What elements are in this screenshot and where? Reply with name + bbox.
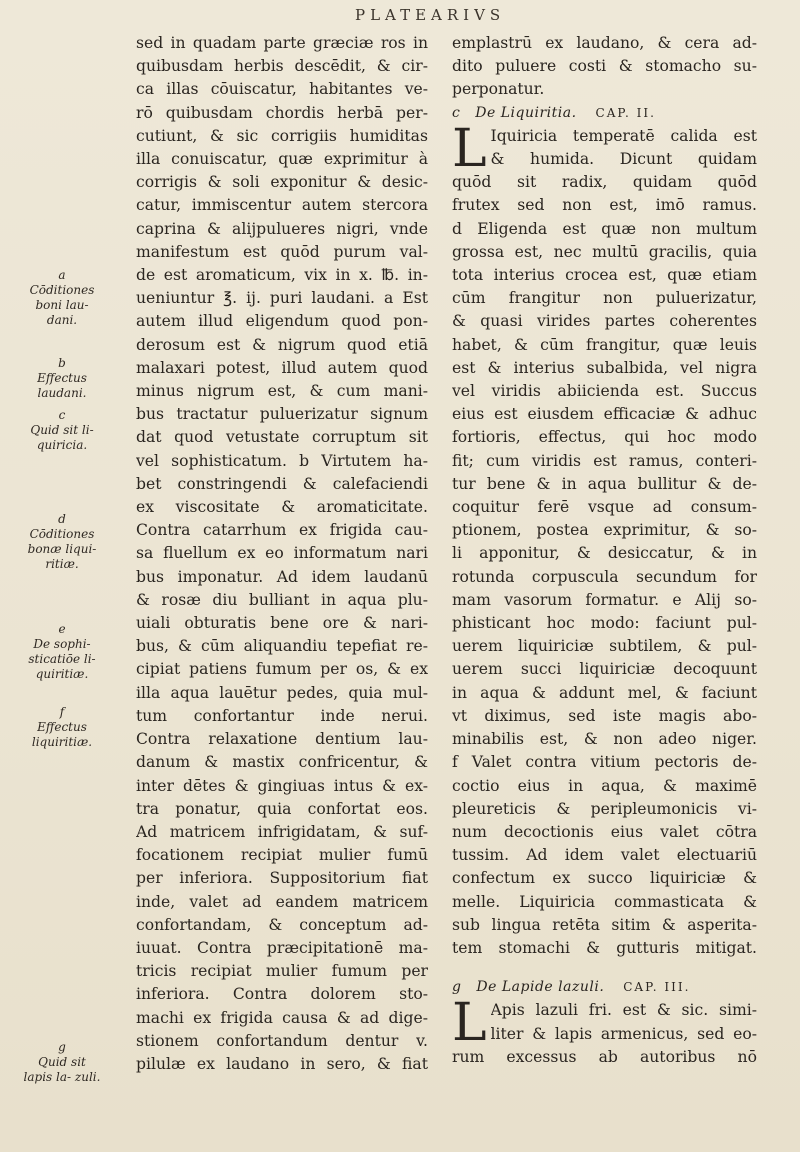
text-line: tum confortantur inde nerui.	[136, 706, 428, 725]
text-line: f Valet contra vitium pectoris de-	[452, 753, 757, 772]
margin-note-letter: f	[59, 705, 65, 719]
text-line: dito puluere costi & stomacho su-	[452, 57, 757, 76]
margin-note-title: Quid sit li- quiricia.	[30, 423, 94, 452]
text-line: tem stomachi & gutturis mitigat.	[452, 938, 757, 957]
text-line: vel viridis abiicienda est. Succus	[452, 382, 757, 401]
text-line: sa fluellum ex eo informatum nari	[136, 544, 428, 563]
margin-note-letter: e	[58, 622, 66, 636]
text-line: vt diximus, sed iste magis abo-	[452, 706, 757, 725]
text-line: tota interius crocea est, quæ etiam	[452, 266, 757, 285]
text-line: dat quod vetustate corruptum sit	[136, 428, 428, 447]
text-line: Contra relaxatione dentium lau-	[136, 730, 428, 749]
text-line: ptionem, postea exprimitur, & so-	[452, 521, 757, 540]
chapter-heading-lapis	[452, 976, 757, 999]
text-line: tricis recipiat mulier fumum per	[136, 962, 428, 981]
text-line: inter dētes & gingiuas intus & ex-	[136, 776, 428, 795]
right-column-top	[452, 32, 757, 102]
text-line: rō quibusdam chordis herbā per-	[136, 103, 428, 122]
text-line: ex viscositate & aromaticitate.	[136, 498, 428, 517]
text-line: cutiunt, & sic corrigiis humiditas	[136, 126, 428, 145]
margin-note-title: Cōditiones bonæ liqui- ritiæ.	[27, 527, 97, 571]
text-line: Contra catarrhum ex frigida cau-	[136, 521, 428, 540]
margin-note-title: Effectus laudani.	[37, 371, 87, 400]
text-line: rotunda corpuscula secundum for	[452, 567, 757, 586]
text-line: fit; cum viridis est ramus, conteri-	[452, 451, 757, 470]
text-line: habet, & cūm frangitur, quæ leuis	[452, 335, 757, 354]
text-line: danum & mastix confricentur, &	[136, 753, 428, 772]
text-line: fortioris, effectus, qui hoc modo	[452, 428, 757, 447]
text-line: uerem liquiriciæ subtilem, & pul-	[452, 637, 757, 656]
text-line: quibusdam herbis descēdit, & cir-	[136, 57, 428, 76]
text-line: eius est eiusdem efficaciæ & adhuc	[452, 405, 757, 424]
text-line: cipiat patiens fumum per os, & ex	[136, 660, 428, 679]
text-line: melle. Liquiricia commasticata &	[452, 892, 757, 911]
text-line: stionem confortandum dentur v.	[136, 1031, 428, 1050]
margin-note-letter: a	[58, 268, 66, 282]
text-line: pilulæ ex laudano in sero, & fiat	[136, 1054, 428, 1073]
left-column	[136, 32, 428, 1076]
text-line: uiali obturatis bene ore & nari-	[136, 614, 428, 633]
text-line: per inferiora. Suppositorium fiat	[136, 869, 428, 888]
margin-note	[22, 408, 102, 453]
liquiritia-lines	[452, 171, 757, 960]
margin-note-title: Effectus liquiritiæ.	[31, 720, 93, 749]
margin-note	[22, 622, 102, 682]
text-line: confortandam, & conceptum ad-	[136, 915, 428, 934]
text-line: minabilis est, & non adeo niger.	[452, 730, 757, 749]
text-line: mam vasorum formatur. e Alij so-	[452, 590, 757, 609]
text-line: grossa est, nec multū gracilis, quia	[452, 242, 757, 261]
text-line: bet constringendi & calefaciendi	[136, 474, 428, 493]
text-line: illa aqua lauētur pedes, quia mul-	[136, 683, 428, 702]
margin-note-letter: d	[58, 512, 66, 526]
text-line: tra ponatur, quia confortat eos.	[136, 799, 428, 818]
text-line: corrigis & soli exponitur & desic-	[136, 173, 428, 192]
text-line: bus imponatur. Ad idem laudanū	[136, 567, 428, 586]
text-line: est & interius subalbida, vel nigra	[452, 358, 757, 377]
margin-note-letter: b	[58, 356, 66, 370]
drop-cap: L	[452, 993, 487, 1054]
text-line: bus tractatur puluerizatur signum	[136, 405, 428, 424]
text-line: frutex sed non est, imō ramus.	[452, 196, 757, 215]
chapter-title: De Lapide lazuli.	[476, 979, 605, 996]
text-line: minus nigrum est, & cum mani-	[136, 382, 428, 401]
text-line: phisticant hoc modo: faciunt pul-	[452, 614, 757, 633]
text-line: num decoctionis eius valet cōtra	[452, 822, 757, 841]
text-line: & quasi virides partes coherentes	[452, 312, 757, 331]
margin-note	[22, 1040, 102, 1085]
liquiritia-first-lines	[452, 118, 757, 179]
text-line: derosum est & nigrum quod etiā	[136, 335, 428, 354]
margin-note	[22, 268, 102, 328]
chapter-title: De Liquiritia.	[475, 104, 577, 121]
chapter-number: CAP. II.	[595, 105, 656, 120]
text-line: & rosæ diu bulliant in aqua plu-	[136, 590, 428, 609]
text-line: catur, immiscentur autem stercora	[136, 196, 428, 215]
text-line: inferiora. Contra dolorem sto-	[136, 985, 428, 1004]
text-line: tur bene & in aqua bullitur & de-	[452, 474, 757, 493]
margin-note	[22, 356, 102, 401]
drop-cap: L	[452, 118, 487, 179]
margin-notes	[0, 0, 100, 1152]
text-line: Ad matricem infrigidatam, & suf-	[136, 822, 428, 841]
text-line: confectum ex succo liquiriciæ &	[452, 869, 757, 888]
text-line: sub lingua retēta sitim & asperita-	[452, 915, 757, 934]
text-line: quōd sit radix, quidam quōd	[452, 173, 757, 192]
text-line: machi ex frigida causa & ad dige-	[136, 1008, 428, 1027]
text-line: pleureticis & peripleumonicis vi-	[452, 799, 757, 818]
text-line: bus, & cūm aliquandiu tepefiat re-	[136, 637, 428, 656]
text-line: Iquiricia temperatē calida est	[490, 126, 757, 145]
margin-note-title: Cōditiones boni lau- dani.	[29, 283, 95, 327]
margin-note-title: Quid sit lapis la- zuli.	[23, 1055, 101, 1084]
text-line: focationem recipiat mulier fumū	[136, 846, 428, 865]
text-line: ca illas cōuiscatur, habitantes ve-	[136, 80, 428, 99]
margin-note-letter: g	[58, 1040, 66, 1054]
text-line: tussim. Ad idem valet electuariū	[452, 846, 757, 865]
text-line: coquitur ferē vsque ad consum-	[452, 498, 757, 517]
text-line: rum excessus ab autoribus nō	[452, 1047, 757, 1066]
margin-note	[22, 512, 102, 572]
lapis-paragraph	[452, 993, 757, 1069]
text-line: sed in quadam parte græciæ ros in	[136, 34, 428, 52]
text-line: emplastrū ex laudano, & cera ad-	[452, 34, 757, 52]
text-line: cūm frangitur non puluerizatur,	[452, 289, 757, 308]
margin-note-letter: c	[58, 408, 66, 422]
text-line: manifestum est quōd purum val-	[136, 242, 428, 261]
chapter-number: CAP. III.	[623, 980, 691, 995]
margin-note-title: De sophi- sticatiōe li- quiritiæ.	[28, 637, 96, 681]
text-line: & humida. Dicunt quidam	[490, 150, 757, 169]
text-line: illa conuiscatur, quæ exprimitur à	[136, 150, 428, 169]
text-line: iuuat. Contra præcipitationē ma-	[136, 938, 428, 957]
right-column	[452, 32, 757, 1069]
text-line: malaxari potest, illud autem quod	[136, 358, 428, 377]
text-line: autem illud eligendum quod pon-	[136, 312, 428, 331]
liquiritia-paragraph	[452, 118, 757, 960]
text-line: vel sophisticatum. b Virtutem ha-	[136, 451, 428, 470]
text-line: coctio eius in aqua, & maximē	[452, 776, 757, 795]
lapis-lines	[452, 993, 757, 1069]
section-marker: c	[452, 104, 461, 121]
text-line: inde, valet ad eandem matricem	[136, 892, 428, 911]
text-line: caprina & alijpulueres nigri, vnde	[136, 219, 428, 238]
text-line: uerem succi liquiriciæ decoquunt	[452, 660, 757, 679]
section-marker: g	[452, 979, 462, 996]
text-line: liter & lapis armenicus, sed eo-	[490, 1024, 757, 1043]
text-line: li apponitur, & desiccatur, & in	[452, 544, 757, 563]
running-head: PLATEARIVS	[355, 6, 506, 24]
text-line: Apis lazuli fri. est & sic. simi-	[490, 1001, 757, 1020]
chapter-heading-liquiritia	[452, 102, 757, 125]
margin-note	[22, 705, 102, 750]
text-line: d Eligenda est quæ non multum	[452, 219, 757, 238]
text-line: ueniuntur ℥. ij. puri laudani. a Est	[136, 289, 428, 308]
text-line: in aqua & addunt mel, & faciunt	[452, 683, 757, 702]
text-line: perponatur.	[452, 80, 545, 99]
text-line: de est aromaticum, vix in x. ℔. in-	[136, 266, 428, 285]
